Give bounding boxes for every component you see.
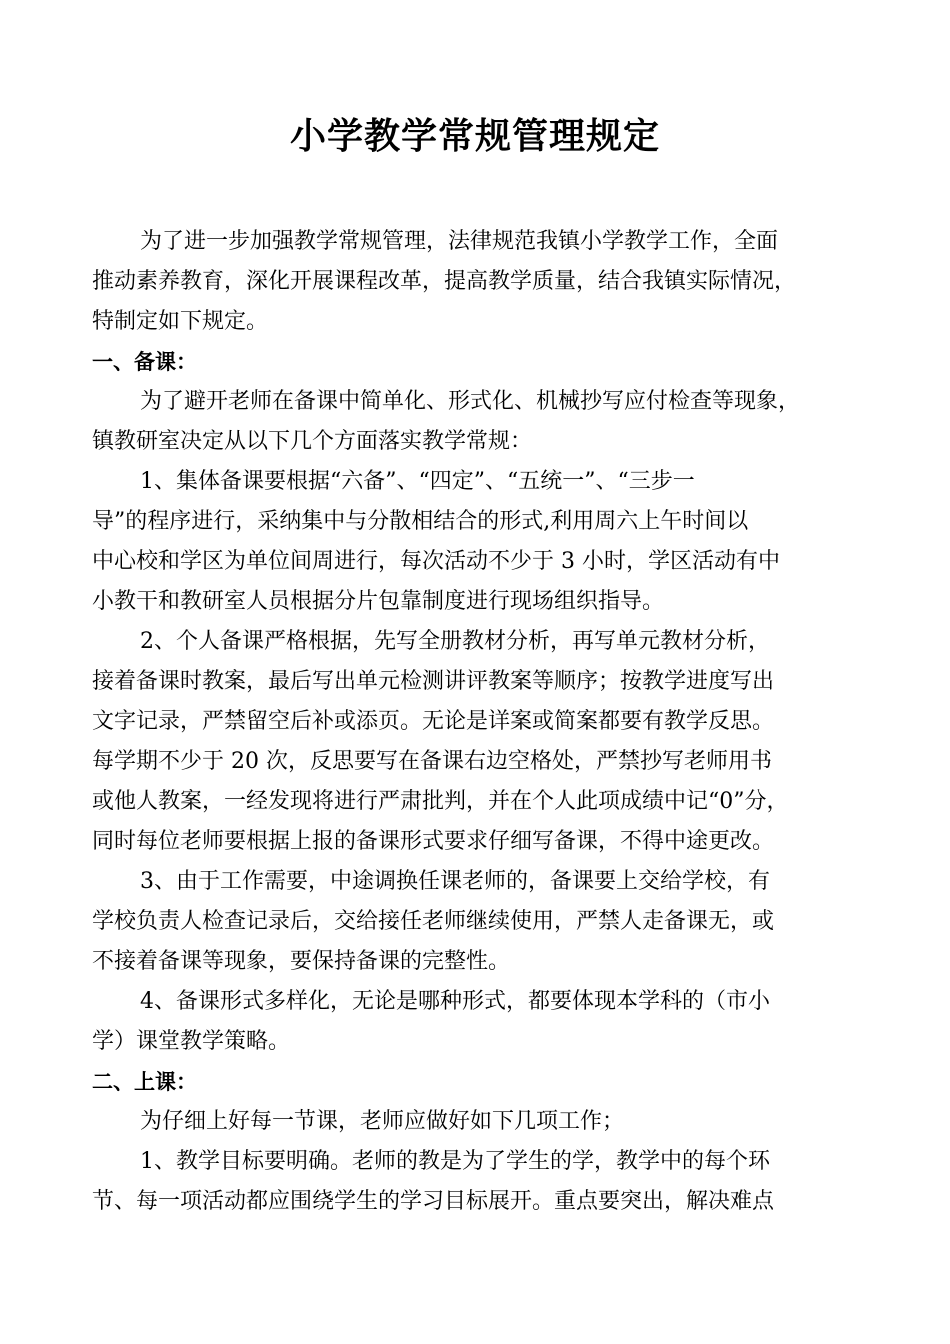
text-line: 为了进一步加强教学常规管理，法律规范我镇小学教学工作，全面 — [140, 229, 779, 254]
text-line: 4、备课形式多样化，无论是哪种形式，都要体现本学科的（市小 — [140, 989, 770, 1014]
text-line: 特制定如下规定。 — [92, 309, 269, 334]
section-heading: 一、备课： — [92, 350, 197, 374]
section-heading: 二、上课： — [92, 1070, 197, 1094]
text-line: 或他人教案，一经发现将进行严肃批判，并在个人此项成绩中记“0”分， — [92, 789, 789, 814]
text-line: 推动素养教育，深化开展课程改革，提高教学质量，结合我镇实际情况， — [92, 269, 797, 294]
text-line: 为仔细上好每一节课，老师应做好如下几项工作； — [140, 1109, 625, 1134]
text-line: 镇教研室决定从以下几个方面落实教学常规： — [92, 429, 533, 454]
text-line: 中心校和学区为单位间周进行，每次活动不少于 3 小时，学区活动有中 — [92, 549, 780, 574]
text-line: 3、由于工作需要，中途调换任课老师的，备课要上交给学校，有 — [140, 869, 770, 894]
text-line: 为了避开老师在备课中简单化、形式化、机械抄写应付检查等现象， — [140, 389, 801, 414]
text-line: 1、集体备课要根据“六备”、“四定”、“五统一”、“三步一 — [140, 469, 695, 494]
text-line: 2、个人备课严格根据，先写全册教材分析，再写单元教材分析， — [140, 629, 770, 654]
document-body — [92, 222, 862, 1222]
text-line: 学）课堂教学策略。 — [92, 1029, 291, 1054]
text-line: 每学期不少于 20 次，反思要写在备课右边空格处，严禁抄写老师用书 — [92, 749, 772, 774]
text-line: 接着备课时教案，最后写出单元检测讲评教案等顺序；按教学进度写出 — [92, 669, 775, 694]
text-line: 小教干和教研室人员根据分片包靠制度进行现场组织指导。 — [92, 589, 665, 614]
text-line: 不接着备课等现象，要保持备课的完整性。 — [92, 949, 511, 974]
text-line: 文字记录，严禁留空后补或添页。无论是详案或简案都要有教学反思。 — [92, 709, 775, 734]
text-line: 同时每位老师要根据上报的备课形式要求仔细写备课，不得中途更改。 — [92, 829, 775, 854]
text-line: 节、每一项活动都应围绕学生的学习目标展开。重点要突出，解决难点 — [92, 1189, 775, 1214]
text-line: 学校负责人检查记录后，交给接任老师继续使用，严禁人走备课无，或 — [92, 909, 775, 934]
text-line: 1、教学目标要明确。老师的教是为了学生的学，教学中的每个环 — [140, 1149, 770, 1174]
text-line: 导”的程序进行，采纳集中与分散相结合的形式,利用周六上午时间以 — [92, 509, 749, 534]
document-title: 小学教学常规管理规定 — [289, 116, 660, 157]
